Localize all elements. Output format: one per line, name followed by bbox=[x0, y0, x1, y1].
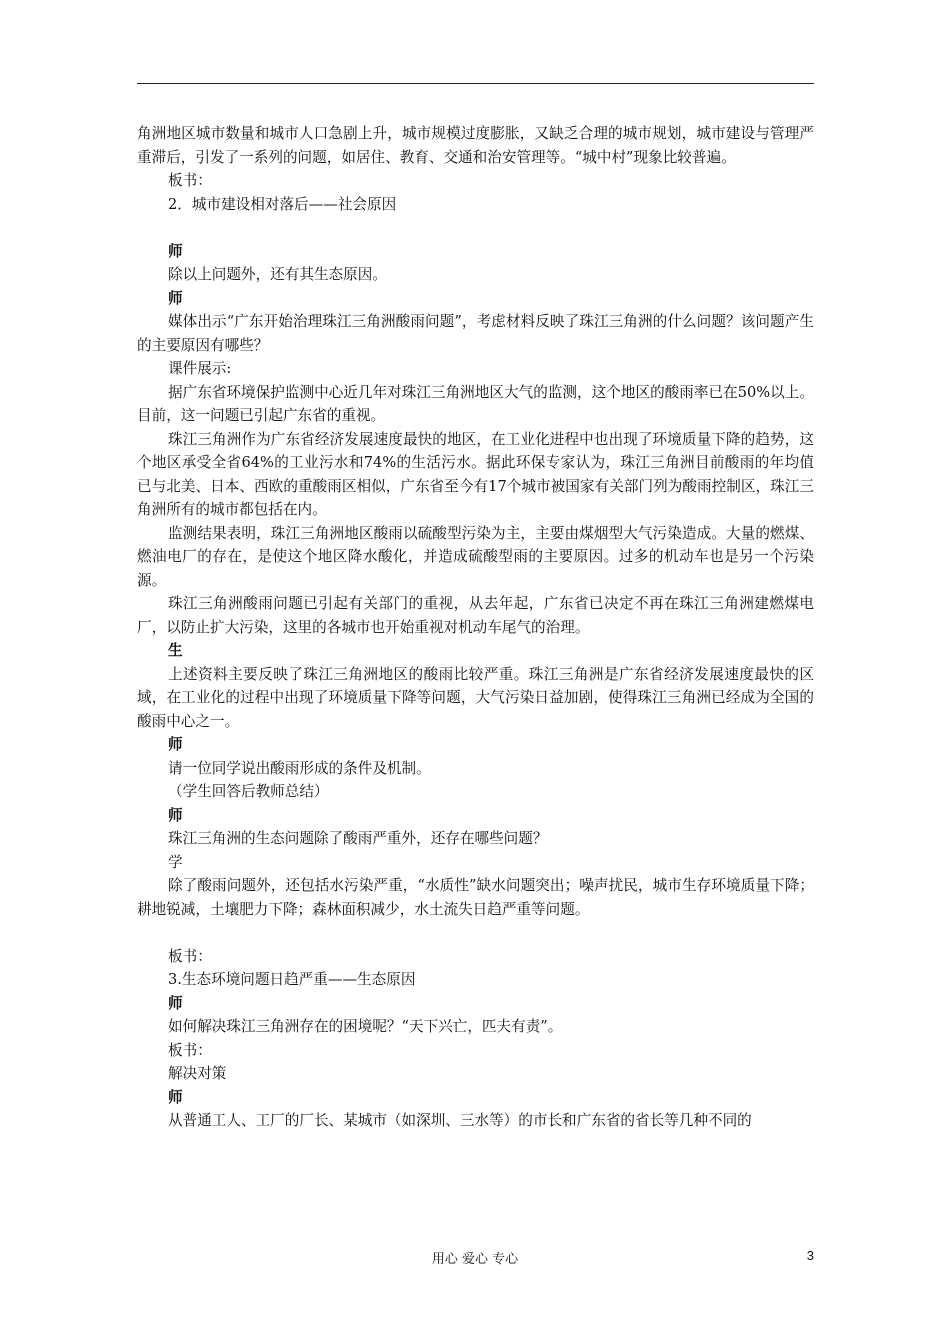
paragraph: 据广东省环境保护监测中心近几年对珠江三角洲地区大气的监测，这个地区的酸雨率已在50%以上。目前，这一问题已引起广东省的重视。 bbox=[137, 383, 814, 424]
paragraph: 媒体出示“广东开始治理珠江三角洲酸雨问题”，考虑材料反映了珠江三角洲的什么问题？该问题产生的主要原因有哪些？ bbox=[137, 313, 814, 354]
paragraph: 珠江三角洲酸雨问题已引起有关部门的重视，从去年起，广东省已决定不再在珠江三角洲建燃煤电厂，以防止扩大污染，这里的各城市也开始重视对机动车尾气的治理。 bbox=[137, 595, 814, 636]
page-number: 3 bbox=[806, 1248, 814, 1263]
document-body bbox=[137, 122, 814, 1133]
speaker-label: 师 bbox=[168, 736, 183, 753]
paragraph: 珠江三角洲的生态问题除了酸雨严重外，还存在哪些问题？ bbox=[168, 830, 548, 847]
paragraph: 板书： bbox=[168, 947, 212, 965]
speaker-label: 师 bbox=[168, 289, 183, 307]
paragraph: 学 bbox=[168, 853, 183, 871]
paragraph-gap bbox=[137, 921, 814, 945]
paragraph: 除以上问题外，还有其生态原因。 bbox=[168, 266, 387, 283]
paragraph: 上述资料主要反映了珠江三角洲地区的酸雨比较严重。珠江三角洲是广东省经济发展速度最快的区域，在工业化的过程中出现了环境质量下降等问题，大气污染日益加剧，使得珠江三角洲已经成为全国的酸雨中心之一。 bbox=[137, 665, 814, 730]
paragraph-gap bbox=[137, 216, 814, 240]
paragraph: （学生回答后教师总结） bbox=[168, 783, 329, 800]
paragraph: 珠江三角洲作为广东省经济发展速度最快的地区，在工业化进程中也出现了环境质量下降的趋势，这个地区承受全省64%的工业污水和74%的生活污水。据此环保专家认为，珠江三角洲目前酸雨的年均值已与北美、日本、西欧的重酸雨区相似，广东省至今有17个城市被国家有关部门列为酸雨控制区，珠江三角洲所有的城市都包括在内。 bbox=[137, 430, 814, 518]
speaker-label: 师 bbox=[168, 994, 183, 1012]
paragraph: 角洲地区城市数量和城市人口急剧上升，城市规模过度膨胀，又缺乏合理的城市规划，城市建设与管理严重滞后，引发了一系列的问题，如居住、教育、交通和治安管理等。“城中村”现象比较普遍。 bbox=[137, 125, 814, 166]
speaker-label: 生 bbox=[168, 642, 183, 659]
paragraph: 3.生态环境问题日趋严重——生态原因 bbox=[168, 971, 416, 988]
speaker-label: 师 bbox=[168, 806, 183, 824]
speaker-label: 师 bbox=[168, 242, 183, 260]
paragraph: 请一位同学说出酸雨形成的条件及机制。 bbox=[168, 759, 431, 777]
paragraph: 解决对策 bbox=[168, 1065, 227, 1082]
paragraph: 从普通工人、工厂的厂长、某城市（如深圳、三水等）的市长和广东省的省长等几种不同的 bbox=[168, 1112, 752, 1129]
footer-motto: 用心 爱心 专心 bbox=[431, 1252, 519, 1267]
paragraph: 课件展示: bbox=[168, 360, 232, 377]
paragraph: 监测结果表明，珠江三角洲地区酸雨以硫酸型污染为主，主要由煤烟型大气污染造成。大量的燃煤、燃油电厂的存在，是使这个地区降水酸化，并造成硫酸型雨的主要原因。过多的机动车也是另一个污染源。 bbox=[137, 524, 814, 589]
paragraph: 板书： bbox=[168, 172, 212, 189]
paragraph: 板书： bbox=[168, 1041, 212, 1059]
paragraph: 除了酸雨问题外，还包括水污染严重，“水质性”缺水问题突出；噪声扰民，城市生存环境质量下降；耕地锐减，土壤肥力下降；森林面积减少，水土流失日趋严重等问题。 bbox=[137, 877, 814, 918]
header-rule bbox=[137, 83, 814, 84]
speaker-label: 师 bbox=[168, 1088, 183, 1106]
paragraph: 如何解决珠江三角洲存在的困境呢？“天下兴亡，匹夫有责”。 bbox=[168, 1018, 563, 1035]
paragraph: 2．城市建设相对落后——社会原因 bbox=[168, 195, 397, 213]
